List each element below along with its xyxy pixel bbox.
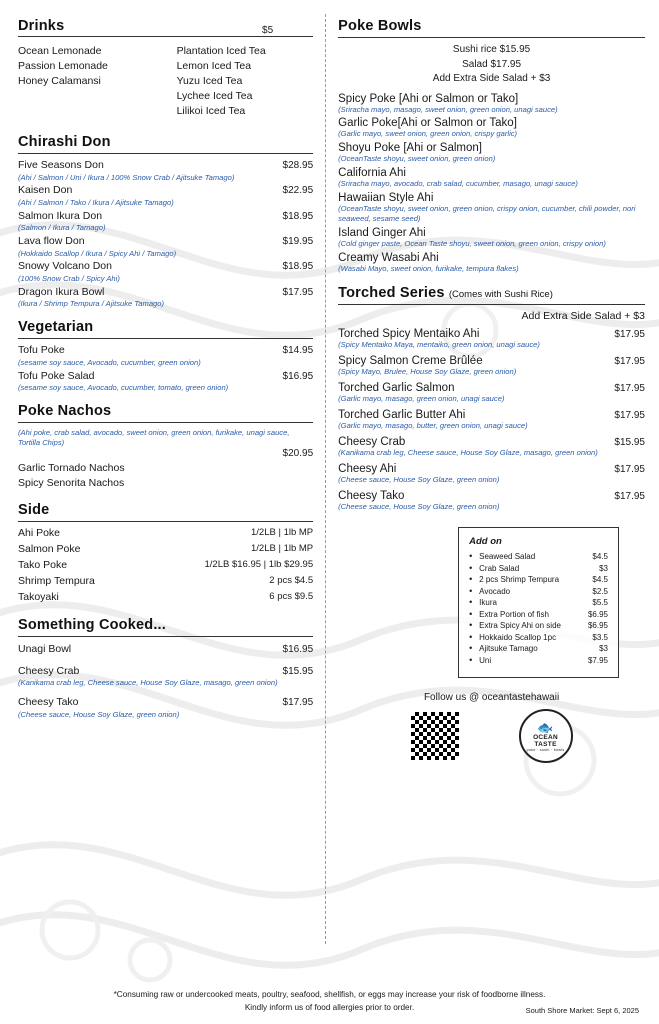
item-price: $22.95 — [282, 185, 314, 197]
menu-item — [18, 527, 313, 539]
item-price: $28.95 — [282, 160, 314, 171]
poke-bowls-note — [338, 43, 645, 87]
addon-item — [469, 575, 608, 584]
menu-item — [18, 665, 313, 679]
menu-item — [18, 559, 313, 571]
column-divider — [325, 14, 326, 944]
addon-price: $4.5 — [592, 575, 608, 585]
item-desc: (Wasabi Mayo, sweet onion, furikake, tempura flakes) — [338, 263, 519, 273]
addon-item — [469, 621, 608, 630]
item-price: $17.95 — [614, 356, 645, 368]
footer-date: South Shore Market: Sept 6, 2025 — [525, 1005, 639, 1015]
item-price: 1/2LB | 1lb MP — [251, 527, 314, 539]
menu-item — [18, 643, 313, 657]
addon-item — [469, 598, 608, 607]
item-desc: (Ahi / Salmon / Uni / Ikura / 100% Snow Crab / Ajitsuke Tamago) — [18, 172, 235, 182]
item-desc: (Cheese sauce, House Soy Glaze, green onion) — [338, 501, 500, 511]
addon-name: • Seaweed Salad — [479, 552, 536, 562]
item-name: Lava flow Don — [18, 235, 85, 248]
addon-name: • Ajitsuke Tamago — [479, 644, 538, 654]
item-price: $16.95 — [282, 370, 314, 382]
cooked-list — [18, 643, 313, 719]
menu-item — [18, 260, 313, 274]
menu-item — [18, 370, 313, 384]
poke-nachos-price-row — [18, 448, 313, 461]
poke-nachos-desc: (Ahi poke, crab salad, avocado, sweet onion, green onion, furikake, unagi sauce, Tortilla Chips) — [18, 427, 290, 447]
item-desc: (Garlic mayo, sweet onion, green onion, crispy garlic) — [338, 129, 518, 139]
item-name: Torched Garlic Salmon — [338, 382, 455, 395]
item-price: $16.95 — [282, 644, 314, 656]
section-title-chirashi: Chirashi Don — [18, 134, 111, 150]
addon-name: • Crab Salad — [479, 563, 520, 573]
addon-price: $3 — [599, 563, 608, 573]
addon-price: $6.95 — [587, 609, 608, 619]
badges-row — [338, 709, 645, 763]
divider-chirashi — [18, 153, 313, 154]
item-price: $17.95 — [282, 286, 314, 298]
divider-poke-bowls — [338, 37, 645, 38]
menu-item — [338, 490, 645, 502]
item-price: $18.95 — [282, 261, 314, 273]
footer-disclaimer-line1: *Consuming raw or undercooked meats, poultry, seafood, shellfish, or eggs may increase your risk of foodborne illness. — [113, 990, 546, 1000]
addon-item — [469, 610, 608, 619]
addon-item — [469, 564, 608, 573]
logo-top-text: OCEAN — [533, 733, 559, 741]
menu-item — [338, 436, 645, 448]
torched-note: Add Extra Side Salad + $3 — [521, 310, 645, 323]
addon-price: $2.5 — [592, 586, 608, 596]
item-price: $15.95 — [614, 436, 645, 448]
divider-something-cooked — [18, 636, 313, 637]
item-name: Salmon Poke — [18, 543, 81, 556]
menu-item — [18, 235, 313, 249]
left-column — [18, 10, 323, 1024]
section-title-poke-bowls: Poke Bowls — [338, 18, 422, 34]
item-desc: (Kanikama crab leg, Cheese sauce, House Soy Glaze, masago, green onion) — [18, 678, 278, 688]
item-name: Snowy Volcano Don — [18, 260, 112, 273]
menu-item — [18, 575, 313, 587]
torched-list — [338, 328, 645, 511]
item-price: 6 pcs $9.5 — [269, 591, 314, 603]
item-desc: (Garlic mayo, masago, butter, green onion, unagi sauce) — [338, 420, 528, 430]
section-title-drinks: Drinks — [18, 18, 65, 34]
addon-price: $6.95 — [587, 621, 608, 631]
addon-name: • Ikura — [479, 598, 497, 608]
item-name: Tofu Poke Salad — [18, 369, 95, 382]
item-desc: (Hokkaido Scallop / Ikura / Spicy Ahi / Tamago) — [18, 248, 177, 258]
addon-name: • Hokkaido Scallop 1pc — [479, 632, 557, 642]
drink-item: Lemon Iced Tea — [176, 60, 252, 72]
divider-vegetarian — [18, 338, 313, 339]
item-name: Ahi Poke — [18, 527, 61, 540]
item-desc: (Ikura / Shrimp Tempura / Ajitsuke Tamago) — [18, 299, 165, 309]
addon-price: $3 — [599, 644, 608, 654]
item-price: $19.95 — [282, 236, 314, 248]
poke-bowls-note-line: Salad $17.95 — [462, 58, 522, 70]
addon-price: $3.5 — [592, 632, 608, 642]
item-desc: (Sriracha mayo, avocado, crab salad, cucumber, masago, unagi sauce) — [338, 179, 578, 189]
addon-price: $5.5 — [592, 598, 608, 608]
addon-item — [469, 633, 608, 642]
item-name: Tako Poke — [18, 559, 68, 572]
item-desc: (Spicy Mayo, Brulee, House Soy Glaze, green onion) — [338, 367, 517, 377]
poke-bowls-list — [338, 93, 645, 274]
section-title-torched — [338, 285, 645, 301]
item-name: Torched Garlic Butter Ahi — [338, 408, 466, 421]
item-name: Five Seasons Don — [18, 159, 104, 171]
torched-title-text: Torched Series — [338, 285, 445, 302]
item-price: $17.95 — [282, 697, 314, 709]
section-title-vegetarian: Vegetarian — [18, 319, 94, 336]
item-name: Hawaiian Style Ahi — [338, 191, 434, 204]
addon-name: • 2 pcs Shrimp Tempura — [479, 575, 560, 585]
poke-bowls-note-line: Sushi rice $15.95 — [452, 44, 531, 55]
section-title-side: Side — [18, 502, 50, 519]
addon-item — [469, 656, 608, 665]
menu-item — [18, 591, 313, 603]
drink-item: Ocean Lemonade — [18, 45, 102, 57]
drinks-col-2 — [177, 42, 314, 120]
right-column — [332, 10, 645, 1024]
item-name: Torched Spicy Mentaiko Ahi — [338, 328, 480, 341]
item-name: Cheesy Crab — [338, 435, 406, 448]
addon-title: Add on — [469, 536, 502, 548]
item-desc: (Sriracha mayo, masago, sweet onion, green onion, unagi sauce) — [338, 104, 558, 114]
drink-item: Yuzu Iced Tea — [176, 75, 243, 87]
item-price: 1/2LB | 1lb MP — [251, 543, 314, 555]
item-name: California Ahi — [338, 167, 406, 180]
qr-code-icon[interactable] — [411, 712, 459, 760]
item-name: Tofu Poke — [18, 344, 65, 357]
menu-item — [338, 328, 645, 340]
item-name: Garlic Poke[Ahi or Salmon or Tako] — [338, 117, 517, 130]
item-desc: (OceanTaste shoyu, sweet onion, green onion, crispy onion, cucumber, chili powder, nori seaweed, sesame seed) — [338, 203, 636, 223]
item-desc: (sesame soy sauce, Avocado, cucumber, tomato, green onion) — [18, 383, 229, 393]
item-name: Garlic Tornado Nachos — [18, 462, 125, 475]
item-desc: (OceanTaste shoyu, sweet onion, green onion) — [338, 154, 496, 164]
torched-subtitle: (Comes with Sushi Rice) — [448, 289, 553, 301]
item-price: $15.95 — [282, 665, 314, 677]
brand-logo — [519, 709, 573, 763]
side-list — [18, 527, 313, 603]
item-name: Cheesy Tako — [338, 489, 405, 502]
addon-price: $4.5 — [592, 552, 608, 562]
menu-item — [18, 543, 313, 555]
vegetarian-list — [18, 344, 313, 393]
item-name: Unagi Bowl — [18, 643, 72, 656]
drink-item: Lychee Iced Tea — [176, 90, 253, 102]
divider-drinks — [18, 36, 313, 37]
item-desc: (Spicy Mentaiko Maya, mentaiko, green onion, unagi sauce) — [338, 340, 540, 350]
addon-name: • Extra Portion of fish — [479, 609, 549, 619]
item-name: Spicy Salmon Creme Brûlée — [338, 355, 483, 368]
addon-item — [469, 552, 608, 561]
item-desc: (Cheese sauce, House Soy Glaze, green onion) — [338, 474, 500, 484]
item-desc: (Cheese sauce, House Soy Glaze, green onion) — [18, 709, 180, 719]
item-name: Takoyaki — [18, 591, 59, 604]
item-price: $17.95 — [614, 329, 645, 341]
drinks-price: $5 — [262, 25, 274, 36]
item-name: Dragon Ikura Bowl — [18, 285, 105, 298]
item-desc: (Kanikama crab leg, Cheese sauce, House Soy Glaze, masago, green onion) — [338, 447, 598, 457]
footer-disclaimer-line2: Kindly inform us of food allergies prior to order. — [244, 1002, 415, 1012]
item-name: Kaisen Don — [18, 184, 73, 197]
item-price: $14.95 — [282, 345, 314, 357]
item-price: $17.95 — [614, 463, 645, 475]
item-name: Spicy Senorita Nachos — [18, 477, 125, 490]
follow-us-text: Follow us @ oceantastehawaii — [423, 692, 560, 704]
menu-item — [18, 286, 313, 300]
item-name: Island Ginger Ahi — [338, 226, 426, 239]
menu-item — [18, 210, 313, 224]
item-name: Cheesy Ahi — [338, 462, 397, 475]
item-price: $18.95 — [282, 210, 314, 222]
menu-item — [18, 477, 313, 490]
footer — [0, 989, 659, 1014]
menu-item — [338, 409, 645, 421]
item-desc: (sesame soy sauce, Avocado, cucumber, green onion) — [18, 357, 201, 367]
addon-box — [458, 527, 619, 678]
addon-name: • Uni — [479, 655, 492, 665]
menu-item — [18, 159, 313, 173]
item-price: $17.95 — [614, 383, 645, 395]
drink-item: Honey Calamansi — [18, 75, 101, 87]
drink-item: Passion Lemonade — [18, 60, 108, 72]
addon-item — [469, 644, 608, 653]
fish-icon: 🐟 — [537, 719, 554, 735]
item-desc: (100% Snow Crab / Spicy Ahi) — [18, 273, 120, 283]
item-name: Shoyu Poke [Ahi or Salmon] — [338, 142, 482, 155]
item-name: Shrimp Tempura — [18, 575, 95, 588]
menu-item — [338, 355, 645, 367]
divider-side — [18, 521, 313, 522]
item-desc: (Garlic mayo, masago, green onion, unagi sauce) — [338, 394, 505, 404]
drink-item: Plantation Iced Tea — [176, 45, 266, 57]
item-price: $17.95 — [614, 490, 645, 502]
drinks-col-1 — [18, 42, 155, 120]
divider-torched — [338, 304, 645, 305]
menu-item — [18, 696, 313, 710]
item-name: Spicy Poke [Ahi or Salmon or Tako] — [338, 92, 519, 105]
item-price: 1/2LB $16.95 | 1lb $29.95 — [204, 559, 314, 571]
menu-item — [338, 463, 645, 475]
item-desc: (Salmon / Ikura / Tamago) — [18, 223, 106, 233]
item-name: Salmon Ikura Don — [18, 209, 103, 222]
item-price: $20.95 — [282, 447, 314, 459]
item-price: $17.95 — [614, 409, 645, 421]
menu-item — [338, 382, 645, 394]
drink-item: Lilikoi Iced Tea — [176, 105, 246, 117]
addon-name: • Avocado — [479, 586, 511, 596]
menu-item — [18, 344, 313, 358]
item-desc: (Cold ginger paste, Ocean Taste shoyu, sweet onion, green onion, crispy onion) — [338, 238, 606, 248]
item-desc: (Ahi / Salmon / Tako / Ikura / Ajitsuke Tamago) — [18, 197, 174, 207]
menu-item — [18, 462, 313, 475]
poke-bowls-note-line: Add Extra Side Salad + $3 — [432, 73, 551, 84]
item-price: 2 pcs $4.5 — [269, 575, 314, 587]
section-title-poke-nachos: Poke Nachos — [18, 402, 112, 419]
logo-tagline: poke · sushi · bowls — [526, 747, 565, 752]
addon-item — [469, 587, 608, 596]
divider-poke-nachos — [18, 422, 313, 423]
addon-name: • Extra Spicy Ahi on side — [479, 621, 561, 631]
drinks-list — [18, 42, 313, 120]
chirashi-list — [18, 159, 313, 309]
item-name: Cheesy Tako — [18, 696, 79, 709]
section-title-something-cooked: Something Cooked... — [18, 617, 166, 634]
item-name: Cheesy Crab — [18, 664, 80, 677]
addon-price: $7.95 — [587, 655, 608, 665]
item-name: Creamy Wasabi Ahi — [338, 251, 439, 264]
logo-bottom-text: TASTE — [534, 740, 557, 748]
menu-item — [18, 184, 313, 198]
